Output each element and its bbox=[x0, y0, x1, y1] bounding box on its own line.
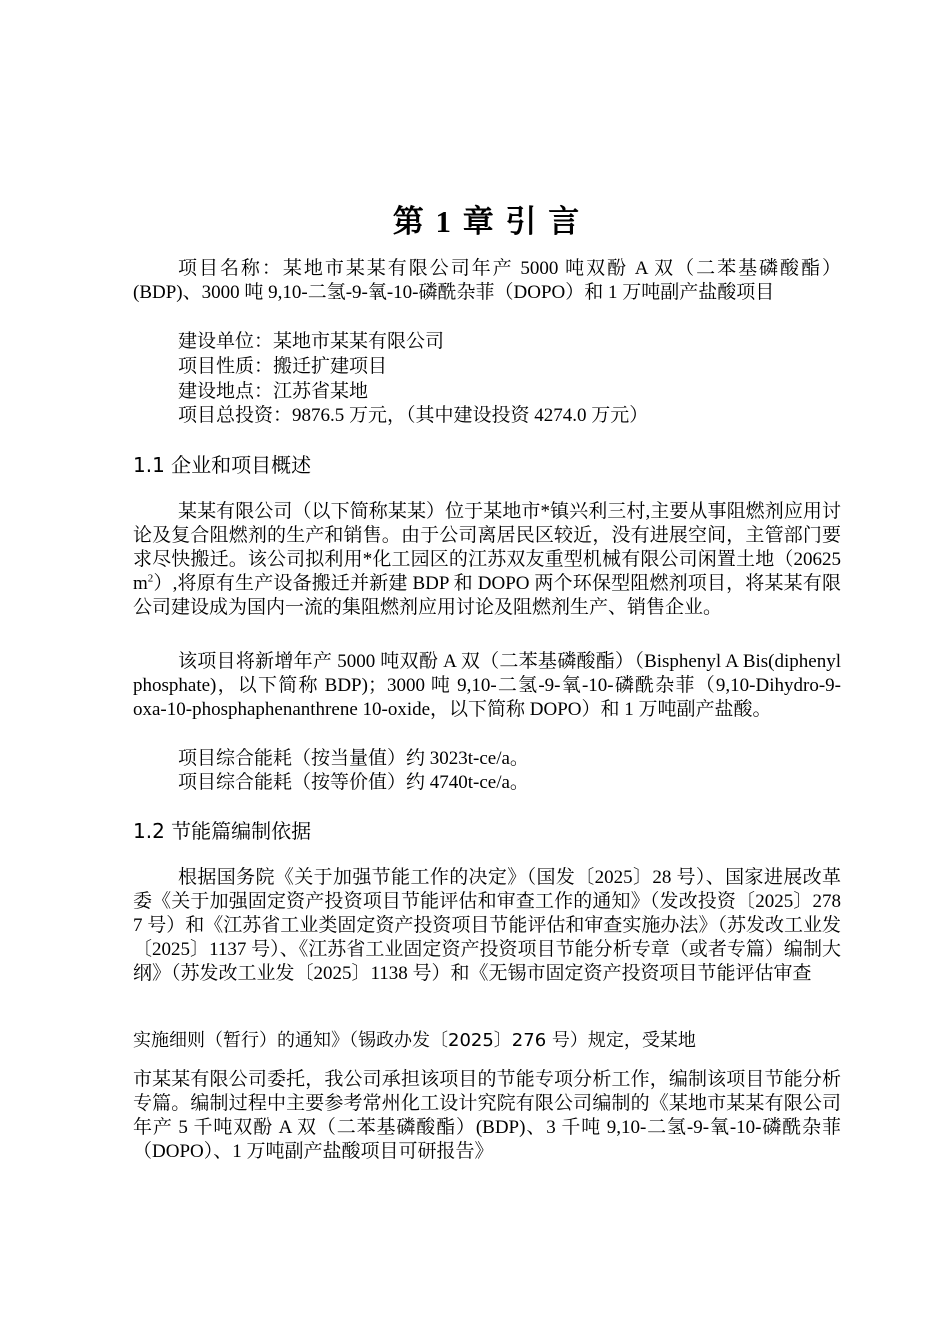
section-heading-1-2: 1.2 节能篇编制依据 bbox=[133, 819, 312, 843]
paragraph-text: ）,将原有生产设备搬迁并新建 BDP 和 DOPO 两个环保型阻燃剂项目，将某某有限公司建设成为国内一流的集阻燃剂应用讨论及阻燃剂生产、销售企业。 bbox=[133, 573, 841, 618]
section-1-1-paragraph-1 bbox=[133, 500, 841, 620]
project-name: 项目名称：某地市某某有限公司年产 5000 吨双酚 A 双（二苯基磷酸酯）(BDP)、3000 吨 9,10-二氢-9-氧-10-磷酰杂菲（DOPO）和 1 万吨副产盐酸项目 bbox=[133, 258, 841, 303]
paragraph-text: 某某有限公司（以下简称某某）位于某地市*镇兴利三村,主要从事阻燃剂应用讨论及复合阻燃剂的生产和销售。由于公司离居民区较近，没有进展空间，主管部门要求尽快搬迁。该公司拟利用*化工园区的江苏双友重型机械有限公司闲置土地（20625m bbox=[133, 501, 841, 594]
section-1-2-paragraph-1c: 市某某有限公司委托，我公司承担该项目的节能专项分析工作，编制该项目节能分析专篇。编制过程中主要参考常州化工设计究院有限公司编制的《某地市某某有限公司年产 5 千吨双酚 A 双（二苯基磷酸酯）(BDP)、3 千吨 9,10-二氢-9-氧-10-磷酰杂菲（DOPO）、1 万吨副产盐酸项目可研报告》 bbox=[133, 1069, 841, 1162]
section-heading-1-1: 1.1 企业和项目概述 bbox=[133, 453, 312, 477]
chapter-title: 第 1 章 引 言 bbox=[392, 204, 582, 239]
section-1-2-paragraph-1b: 实施细则（暂行）的通知》（锡政办发〔2025〕276 号）规定，受某地 bbox=[133, 1030, 696, 1051]
project-investment: 项目总投资：9876.5 万元，（其中建设投资 4274.0 万元） bbox=[178, 405, 649, 426]
section-1-1-paragraph-2: 该项目将新增年产 5000 吨双酚 A 双（二苯基磷酸酯）（Bisphenyl A Bis(diphenyl phosphate)，以下简称 BDP)；3000 吨 9,10-二氢-9-氧-10-磷酰杂菲（9,10-Dihydro-9-oxa-10-phosphaphenanthrene 10-oxide，以下简称 DOPO）和 1 万吨副产盐酸。 bbox=[133, 651, 841, 720]
section-1-2-paragraph-1a: 根据国务院《关于加强节能工作的决定》（国发〔2025〕28 号）、国家进展改革委《关于加强固定资产投资项目节能评估和审查工作的通知》（发改投资〔2025〕2787 号）和《江苏省工业类固定资产投资项目节能评估和审查实施办法》（苏发改工业发〔2025〕1137 号）、《江苏省工业固定资产投资项目节能分析专章（或者专篇）编制大纲》（苏发改工业发〔2025〕1138 号）和《无锡市固定资产投资项目节能评估审查 bbox=[133, 867, 841, 984]
project-nature: 项目性质：搬迁扩建项目 bbox=[178, 356, 388, 377]
section-1-1-paragraph-3: 项目综合能耗（按当量值）约 3023t-ce/a。 bbox=[178, 748, 529, 769]
project-builder: 建设单位：某地市某某有限公司 bbox=[178, 331, 445, 352]
superscript: 2 bbox=[147, 572, 154, 585]
project-location: 建设地点：江苏省某地 bbox=[178, 381, 369, 402]
section-1-1-paragraph-4: 项目综合能耗（按等价值）约 4740t-ce/a。 bbox=[178, 772, 529, 793]
